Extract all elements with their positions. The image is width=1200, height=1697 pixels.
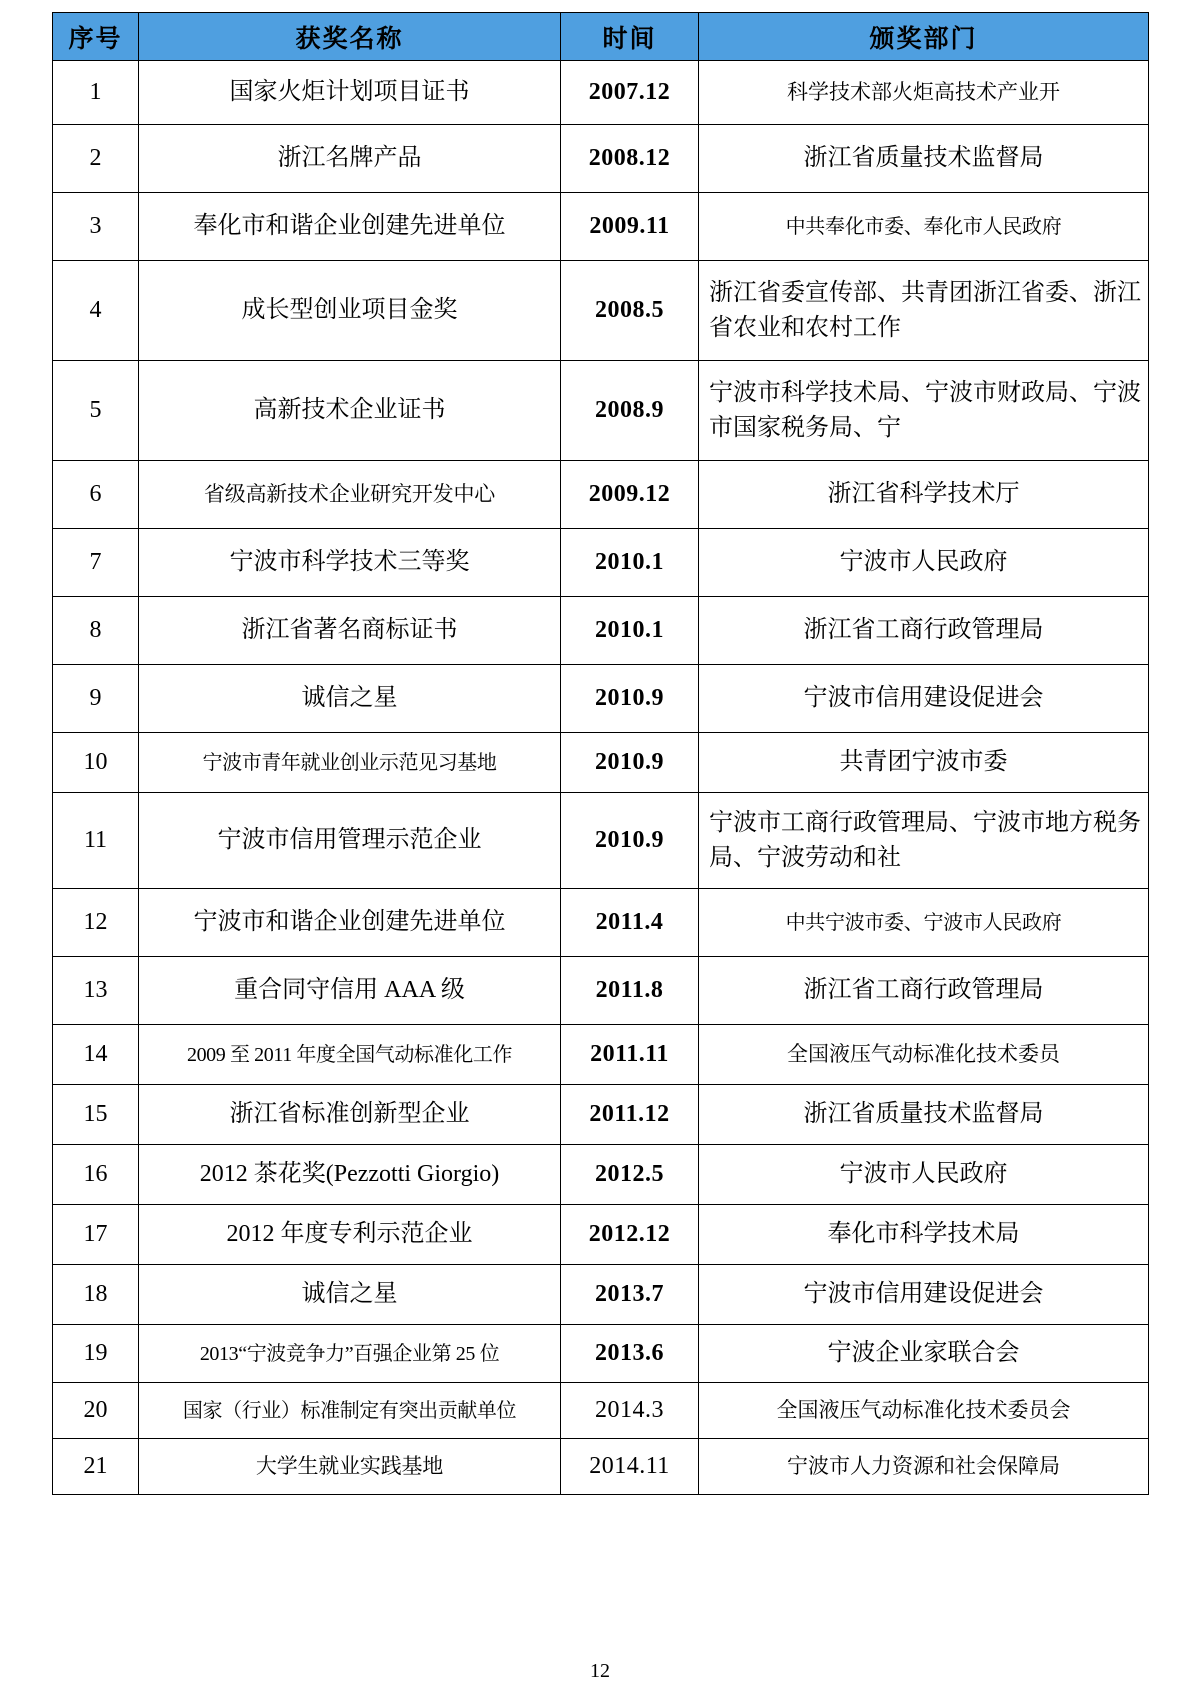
cell-department: 浙江省委宣传部、共青团浙江省委、浙江省农业和农村工作 [699,261,1149,361]
table-row [53,1265,1149,1325]
cell-department: 浙江省工商行政管理局 [699,957,1149,1025]
cell-time: 2008.9 [561,361,699,461]
cell-seq: 1 [53,61,139,125]
cell-time: 2012.12 [561,1205,699,1265]
table-row [53,125,1149,193]
cell-seq: 8 [53,597,139,665]
table-row [53,1205,1149,1265]
cell-department: 中共奉化市委、奉化市人民政府 [699,193,1149,261]
cell-seq: 21 [53,1439,139,1495]
cell-department: 共青团宁波市委 [699,733,1149,793]
table-row [53,193,1149,261]
table-header-row [53,13,1149,61]
table-row [53,597,1149,665]
table-row [53,1145,1149,1205]
cell-award-name: 宁波市科学技术三等奖 [139,529,561,597]
cell-award-name: 成长型创业项目金奖 [139,261,561,361]
cell-department: 科学技术部火炬高技术产业开 [699,61,1149,125]
cell-time: 2007.12 [561,61,699,125]
cell-award-name: 浙江省著名商标证书 [139,597,561,665]
column-header-department: 颁奖部门 [699,13,1149,61]
cell-seq: 16 [53,1145,139,1205]
cell-seq: 10 [53,733,139,793]
cell-seq: 18 [53,1265,139,1325]
cell-award-name: 诚信之星 [139,665,561,733]
cell-seq: 6 [53,461,139,529]
cell-time: 2014.3 [561,1383,699,1439]
page-number: 12 [590,1660,610,1682]
cell-department: 宁波市科学技术局、宁波市财政局、宁波市国家税务局、宁 [699,361,1149,461]
cell-seq: 13 [53,957,139,1025]
cell-award-name: 浙江名牌产品 [139,125,561,193]
cell-department: 宁波市人民政府 [699,529,1149,597]
table-row [53,1439,1149,1495]
cell-department: 宁波企业家联合会 [699,1325,1149,1383]
cell-department: 宁波市工商行政管理局、宁波市地方税务局、宁波劳动和社 [699,793,1149,889]
cell-seq: 5 [53,361,139,461]
cell-seq: 15 [53,1085,139,1145]
cell-time: 2013.7 [561,1265,699,1325]
cell-department: 浙江省科学技术厅 [699,461,1149,529]
cell-seq: 14 [53,1025,139,1085]
cell-time: 2011.12 [561,1085,699,1145]
cell-award-name: 奉化市和谐企业创建先进单位 [139,193,561,261]
table-row [53,461,1149,529]
cell-department: 浙江省质量技术监督局 [699,125,1149,193]
cell-award-name: 省级高新技术企业研究开发中心 [139,461,561,529]
cell-seq: 7 [53,529,139,597]
table-row [53,793,1149,889]
column-header-seq: 序号 [53,13,139,61]
cell-time: 2010.9 [561,665,699,733]
cell-award-name: 2009 至 2011 年度全国气动标准化工作 [139,1025,561,1085]
cell-time: 2008.12 [561,125,699,193]
cell-seq: 9 [53,665,139,733]
table-row [53,361,1149,461]
column-header-award-name: 获奖名称 [139,13,561,61]
cell-time: 2010.1 [561,597,699,665]
table-row [53,1025,1149,1085]
cell-time: 2013.6 [561,1325,699,1383]
table-row [53,61,1149,125]
cell-seq: 2 [53,125,139,193]
cell-award-name: 国家（行业）标准制定有突出贡献单位 [139,1383,561,1439]
column-header-time: 时间 [561,13,699,61]
cell-award-name: 2012 年度专利示范企业 [139,1205,561,1265]
table-row [53,1383,1149,1439]
table-row [53,889,1149,957]
cell-time: 2012.5 [561,1145,699,1205]
table-row [53,529,1149,597]
cell-award-name: 2012 茶花奖(Pezzotti Giorgio) [139,1145,561,1205]
cell-time: 2011.4 [561,889,699,957]
cell-award-name: 高新技术企业证书 [139,361,561,461]
cell-department: 奉化市科学技术局 [699,1205,1149,1265]
cell-time: 2011.11 [561,1025,699,1085]
cell-seq: 11 [53,793,139,889]
cell-department: 中共宁波市委、宁波市人民政府 [699,889,1149,957]
cell-award-name: 国家火炬计划项目证书 [139,61,561,125]
cell-seq: 20 [53,1383,139,1439]
cell-time: 2014.11 [561,1439,699,1495]
table-header [53,13,1149,61]
cell-award-name: 诚信之星 [139,1265,561,1325]
cell-seq: 4 [53,261,139,361]
table-row [53,1325,1149,1383]
cell-department: 浙江省质量技术监督局 [699,1085,1149,1145]
cell-award-name: 宁波市信用管理示范企业 [139,793,561,889]
cell-seq: 12 [53,889,139,957]
cell-award-name: 2013“宁波竞争力”百强企业第 25 位 [139,1325,561,1383]
cell-time: 2010.9 [561,733,699,793]
cell-seq: 17 [53,1205,139,1265]
cell-seq: 3 [53,193,139,261]
cell-department: 全国液压气动标准化技术委员 [699,1025,1149,1085]
cell-time: 2009.12 [561,461,699,529]
table-row [53,261,1149,361]
table-row [53,665,1149,733]
cell-award-name: 宁波市青年就业创业示范见习基地 [139,733,561,793]
cell-department: 宁波市人力资源和社会保障局 [699,1439,1149,1495]
cell-department: 宁波市信用建设促进会 [699,665,1149,733]
table-row [53,733,1149,793]
cell-time: 2010.1 [561,529,699,597]
cell-time: 2008.5 [561,261,699,361]
cell-time: 2009.11 [561,193,699,261]
cell-award-name: 浙江省标准创新型企业 [139,1085,561,1145]
cell-department: 宁波市信用建设促进会 [699,1265,1149,1325]
cell-time: 2010.9 [561,793,699,889]
table-row [53,1085,1149,1145]
cell-department: 全国液压气动标准化技术委员会 [699,1383,1149,1439]
table-body [53,61,1149,1495]
cell-award-name: 宁波市和谐企业创建先进单位 [139,889,561,957]
award-table [52,12,1149,1495]
cell-award-name: 大学生就业实践基地 [139,1439,561,1495]
table-row [53,957,1149,1025]
cell-award-name: 重合同守信用 AAA 级 [139,957,561,1025]
cell-seq: 19 [53,1325,139,1383]
cell-department: 浙江省工商行政管理局 [699,597,1149,665]
cell-time: 2011.8 [561,957,699,1025]
cell-department: 宁波市人民政府 [699,1145,1149,1205]
